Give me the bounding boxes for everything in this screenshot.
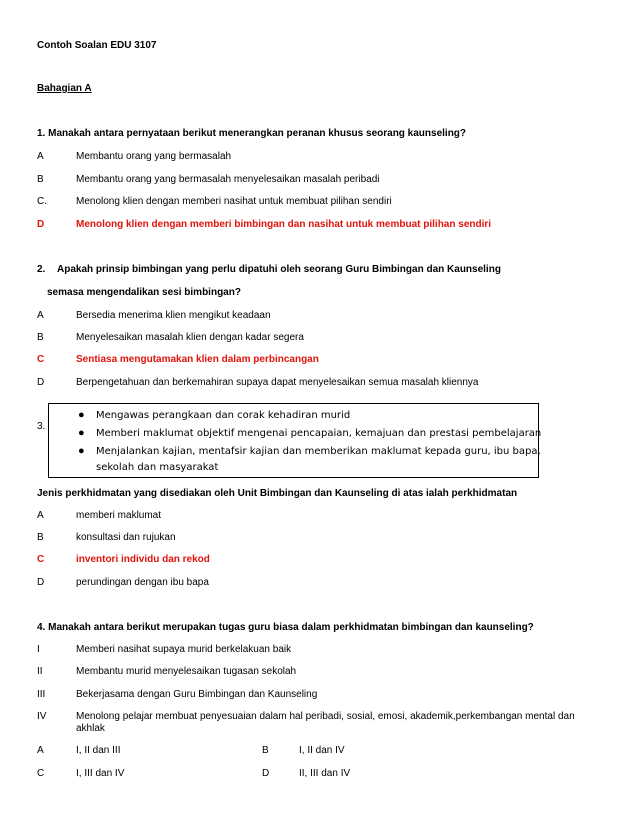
q1-option-c-label: C. <box>37 196 47 207</box>
q4-item-iv-text-line1: Menolong pelajar membuat penyesuaian dalam hal peribadi, sosial, emosi, akademik,perkembangan mental dan <box>76 711 575 722</box>
q2-question-line1: Apakah prinsip bimbingan yang perlu dipatuhi oleh seorang Guru Bimbingan dan Kaunseling <box>57 264 501 275</box>
q2-option-d-text: Berpengetahuan dan berkemahiran supaya dapat menyelesaikan semua masalah kliennya <box>76 377 479 388</box>
q3-option-a-label: A <box>37 510 44 521</box>
q4-item-i-label: I <box>37 644 40 655</box>
q4-item-iv-text-line2: akhlak <box>76 723 105 734</box>
q1-option-b-label: B <box>37 174 44 185</box>
q3-option-c-text: inventori individu dan rekod <box>76 554 210 565</box>
q2-number: 2. <box>37 264 46 275</box>
q2-option-d-label: D <box>37 377 45 388</box>
q2-option-c-text: Sentiasa mengutamakan klien dalam perbincangan <box>76 354 319 365</box>
q2-option-a-label: A <box>37 310 44 321</box>
q4-answer-b-label: B <box>262 745 269 756</box>
q2-option-b-text: Menyelesaikan masalah klien dengan kadar segera <box>76 332 304 343</box>
q3-option-c-label: C <box>37 554 45 565</box>
q3-option-d-label: D <box>37 577 45 588</box>
q1-option-b-text: Membantu orang yang bermasalah menyelesaikan masalah peribadi <box>76 174 380 185</box>
q4-item-iii-label: III <box>37 689 46 700</box>
q3-bullet-2: Memberi maklumat objektif mengenai pencapaian, kemajuan dan prestasi pembelajaran <box>96 428 542 439</box>
q1-option-d-label: D <box>37 219 45 230</box>
q1-option-a-text: Membantu orang yang bermasalah <box>76 151 232 162</box>
q4-item-ii-label: II <box>37 666 43 677</box>
q4-answer-c-label: C <box>37 768 45 779</box>
q3-option-b-label: B <box>37 532 44 543</box>
q4-item-i-text: Memberi nasihat supaya murid berkelakuan baik <box>76 644 292 655</box>
q4-answer-a-label: A <box>37 745 44 756</box>
q2-option-b-label: B <box>37 332 44 343</box>
q4-item-ii-text: Membantu murid menyelesaikan tugasan sekolah <box>76 666 297 677</box>
section-heading: Bahagian A <box>37 83 92 94</box>
q3-option-d-text: perundingan dengan ibu bapa <box>76 577 209 588</box>
q4-question: 4. Manakah antara berikut merupakan tugas guru biasa dalam perkhidmatan bimbingan dan kaunseling? <box>37 622 534 633</box>
q1-question: 1. Manakah antara pernyataan berikut menerangkan peranan khusus seorang kaunseling? <box>37 128 467 139</box>
q3-number: 3. <box>37 421 46 432</box>
bullet-dot-icon: ● <box>78 427 85 439</box>
bullet-dot-icon: ● <box>78 445 85 457</box>
document-title: Contoh Soalan EDU 3107 <box>37 40 157 51</box>
q1-option-a-label: A <box>37 151 44 162</box>
q3-bullet-3: Menjalankan kajian, mentafsir kajian dan memberikan maklumat kepada guru, ibu bapa, <box>96 446 541 457</box>
q4-item-iv-label: IV <box>37 711 47 722</box>
q4-answer-d-label: D <box>262 768 270 779</box>
q3-bullet-1: Mengawas perangkaan dan corak kehadiran murid <box>96 410 351 421</box>
q1-option-d-text: Menolong klien dengan memberi bimbingan dan nasihat untuk membuat pilihan sendiri <box>76 219 492 230</box>
q3-bullet-3-cont: sekolah dan masyarakat <box>96 462 219 473</box>
q4-answer-a-text: I, II dan III <box>76 745 121 756</box>
q1-option-c-text: Menolong klien dengan memberi nasihat untuk membuat pilihan sendiri <box>76 196 392 207</box>
q3-option-a-text: memberi maklumat <box>76 510 162 521</box>
q2-option-a-text: Bersedia menerima klien mengikut keadaan <box>76 310 271 321</box>
bullet-dot-icon: ● <box>78 409 85 421</box>
q4-answer-c-text: I, III dan IV <box>76 768 125 779</box>
q4-answer-b-text: I, II dan IV <box>299 745 345 756</box>
q4-answer-d-text: II, III dan IV <box>299 768 351 779</box>
q2-option-c-label: C <box>37 354 45 365</box>
q3-question: Jenis perkhidmatan yang disediakan oleh Unit Bimbingan dan Kaunseling di atas ialah perkhidmatan <box>37 488 518 499</box>
q4-item-iii-text: Bekerjasama dengan Guru Bimbingan dan Kaunseling <box>76 689 318 700</box>
q3-option-b-text: konsultasi dan rujukan <box>76 532 176 543</box>
q2-question-line2: semasa mengendalikan sesi bimbingan? <box>47 287 241 298</box>
